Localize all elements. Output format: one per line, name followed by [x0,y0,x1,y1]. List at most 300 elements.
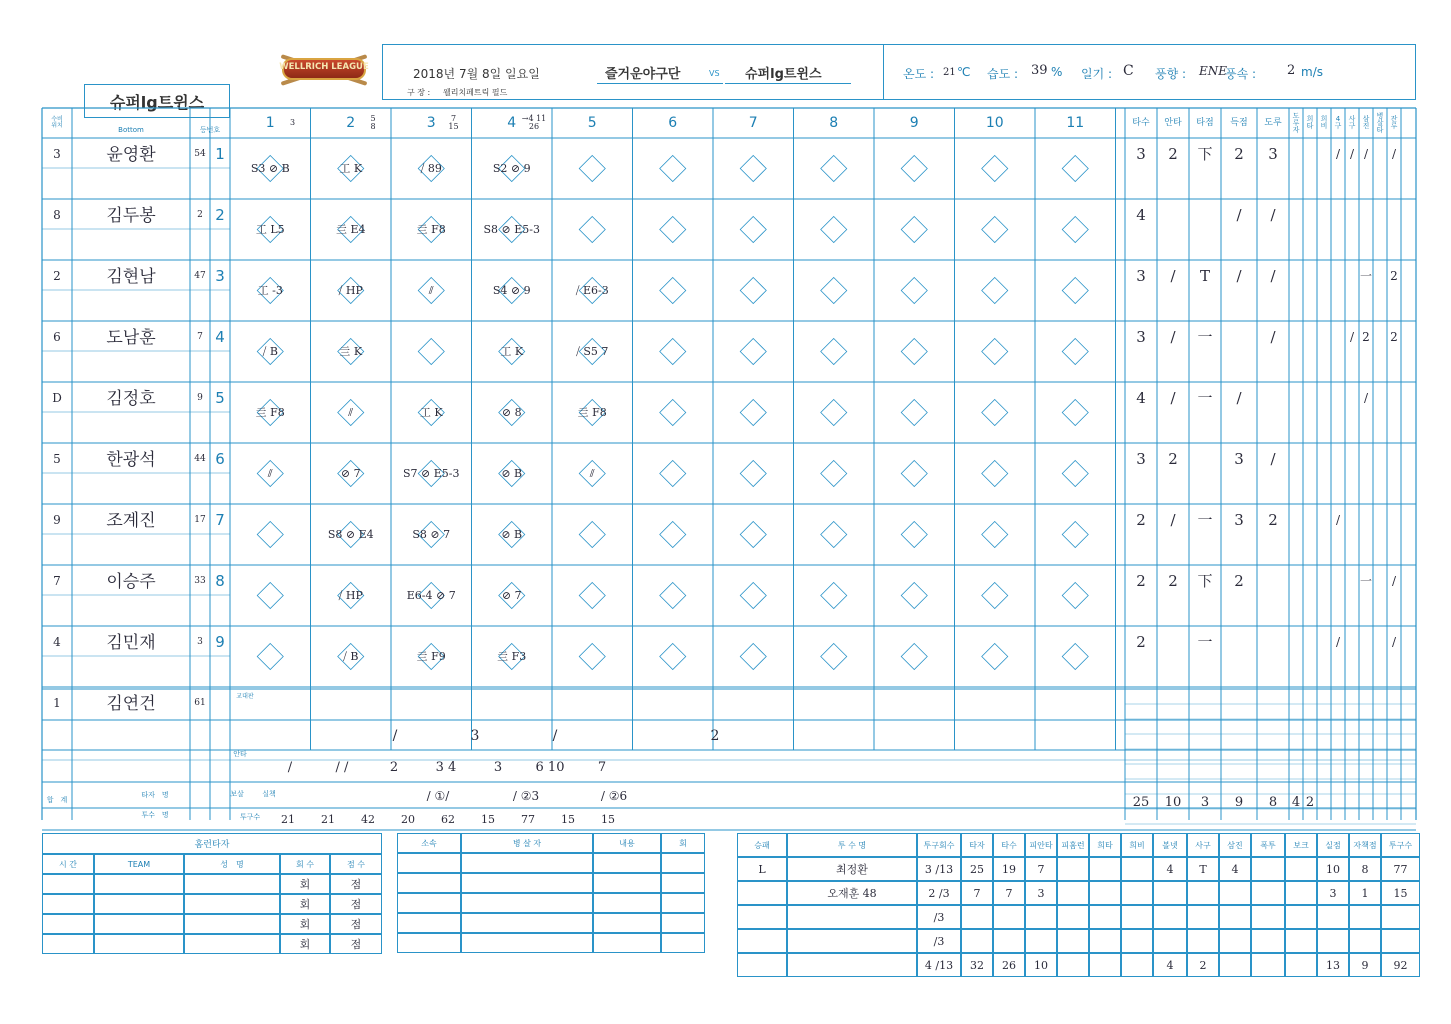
pitcher_box-cell: 8 [1349,857,1381,881]
pitcher_box-cell [1121,953,1153,977]
injury_box-cell [661,913,705,933]
injury_box-cell [593,933,661,953]
base-diamond [257,644,283,670]
stat-header-2: 타점 [1196,117,1214,128]
base-diamond [579,583,605,609]
hits-label: 안타 [233,749,247,758]
base-diamond [821,156,847,182]
base-diamond [660,583,686,609]
player-stat: 3 [1234,510,1244,529]
pitcher_box-cell: 92 [1381,953,1420,977]
player-name: 도남훈 [106,327,156,348]
player-pos: 5 [53,452,61,466]
home-team: 슈퍼lg트윈스 [745,67,822,82]
pitcher_box-cell [1153,929,1187,953]
injury_box-header-cell: 내용 [593,833,661,853]
player-number: 7 [197,331,203,342]
player-pos: 8 [53,208,61,222]
at-bat-mark: ⧸ S5 7 [576,345,609,358]
pitcher_box-cell [1381,905,1420,929]
weather-value: C [1123,63,1134,79]
pitcher_box-cell [1219,953,1251,977]
player-stat: 一 [1359,269,1372,283]
stat-header-3: 득점 [1230,117,1248,128]
at-bat-mark: S4 ⊘ 9 [492,284,531,297]
pitch-count-value: 15 [561,812,575,826]
pitcher_box-cell [1187,929,1219,953]
player-number: 61 [194,697,206,708]
home_run_box-cell [42,894,94,914]
base-diamond [982,522,1008,548]
humidity-label: 습도 : [987,67,1019,81]
pitcher_box-cell [1219,881,1251,905]
batting-order: 5 [215,388,225,407]
at-bat-mark: S8 ⊘ 7 [412,528,451,541]
pitcher_box-cell [1121,905,1153,929]
stat-header-4: 도루 [1264,117,1282,128]
inning-header-3: 3 [426,115,436,131]
pitcher_box-cell [1187,881,1219,905]
pitcher-box [737,833,1418,977]
inning-header-10: 10 [985,115,1004,131]
at-bat-mark: S8 ⊘ E4 [327,528,374,541]
base-diamond [901,583,927,609]
injury_box-header-cell: 소속 [397,833,461,853]
pitcher_box-cell: 2 /3 [917,881,961,905]
at-bat-mark: ⫽ [348,406,354,419]
pitcher_box-cell [1285,857,1317,881]
base-diamond [740,339,766,365]
bottom-header: Bottom [118,125,144,134]
player-name: 윤영환 [106,144,156,165]
base-diamond [901,156,927,182]
base-diamond [982,156,1008,182]
player-stat: 3 [1234,449,1244,468]
base-diamond [821,644,847,670]
home_run_box-cell [184,934,280,954]
pitcher_box-cell: 25 [961,857,993,881]
pitcher_box-cell: 2 [1187,953,1219,977]
base-diamond [901,339,927,365]
at-bat-mark: ⫽ [428,284,434,297]
pitcher_box-header-cell: 볼넷 [1153,833,1187,857]
pitcher_box-cell: 3 [1025,881,1057,905]
stat-header-1: 안타 [1164,117,1182,128]
at-bat-mark: 亖 F3 [497,650,527,663]
at-bat-mark: ⫽ [267,467,273,480]
pitcher_box-cell: 26 [993,953,1025,977]
venue-label: 구 장 : [407,88,431,97]
home_run_box-cell: 회 [280,874,330,894]
wind-speed-unit: m/s [1301,65,1323,79]
at-bat-mark: S3 ⊘ B [250,162,290,175]
player-stat: 一 [1197,388,1213,407]
inning-run: 2 [710,728,720,744]
inning-header-11: 11 [1066,115,1085,131]
pitch-count-value: 21 [321,812,335,826]
home-run-title: 홈런타자 [42,833,382,854]
inning-mark: →4 11 26 [521,114,547,131]
pitcher_box-header-cell: 삼진 [1219,833,1251,857]
home_run_box-cell [184,874,280,894]
inning-mark: 7 15 [448,114,459,131]
pitcher_box-header-cell: 자책점 [1349,833,1381,857]
at-bat-mark: ⊘ 7 [501,589,522,602]
player-stat: 一 [1197,632,1213,651]
pitcher_box-cell [993,905,1025,929]
inning-mark: 5 8 [370,114,376,131]
home_run_box-cell [42,934,94,954]
pitcher_box-cell [1381,929,1420,953]
base-diamond [579,522,605,548]
base-diamond [579,644,605,670]
temp-value: 21 [943,67,956,78]
pitcher_box-header-cell: 희비 [1121,833,1153,857]
pitcher_box-cell [1251,953,1285,977]
base-diamond [740,156,766,182]
wind-dir-label: 풍향 : [1155,67,1187,81]
pitcher_box-cell [1285,953,1317,977]
stat-header-0: 타수 [1132,117,1150,128]
player-stat: 2 [1168,571,1178,590]
stat-header-9: 사 구 [1348,115,1356,130]
at-bat-mark: ⊘ 7 [340,467,361,480]
player-stat: 3 [1268,144,1278,163]
home_run_box-cell [184,914,280,934]
injury_box-cell [593,873,661,893]
total-bb: 4 [1291,794,1301,810]
pitcher_box-cell [1349,929,1381,953]
at-bat-mark: ⧸ B [262,345,278,358]
player-stat: 下 [1197,571,1213,590]
total-sb: 8 [1268,794,1278,810]
base-diamond [901,217,927,243]
total-rbi: 3 [1200,794,1210,810]
home_run_box-cell: 점 [330,914,382,934]
pitcher_box-cell: 10 [1025,953,1057,977]
base-diamond [982,644,1008,670]
hits-value: 7 [597,759,607,775]
inning-header-4: 4 [507,115,517,131]
inning-header-8: 8 [829,115,839,131]
pitcher_box-header-cell: 투구수 [1381,833,1420,857]
player-stat: / [1170,327,1176,346]
home-run-box [42,833,382,957]
pitcher_box-cell [961,929,993,953]
pitcher_box-cell [1121,881,1153,905]
inning-header-1: 1 [265,115,275,131]
walk-err-value: / ②3 [512,789,540,803]
pitcher_box-cell [993,929,1025,953]
home_run_box-cell [94,894,184,914]
base-diamond [740,644,766,670]
pitcher_box-cell [1219,929,1251,953]
pitcher_box-cell [787,929,917,953]
temp-unit: ℃ [957,65,971,79]
player-stat: 3 [1136,266,1146,285]
weather-label: 일기 : [1081,67,1113,81]
pitcher_box-cell: 4 [1219,857,1251,881]
injury_box-cell [593,893,661,913]
pitcher_box-cell: 13 [1317,953,1349,977]
total-h: 10 [1164,794,1182,810]
at-bat-mark: 亖 K [339,345,363,358]
player-stat: 一 [1197,510,1213,529]
pitcher_box-cell [1285,881,1317,905]
base-diamond [901,461,927,487]
player-stat: / [1236,205,1242,224]
base-diamond [982,217,1008,243]
at-bat-mark: ⧸ HP [338,284,363,297]
player-name: 김민재 [106,632,156,653]
player-stat: T [1199,266,1210,285]
at-bat-mark: ⊘ B [501,528,523,541]
home_run_box-cell: 회 [280,914,330,934]
base-diamond [821,583,847,609]
player-stat: 2 [1168,449,1178,468]
injury_box-cell [661,893,705,913]
at-bat-mark: ⧸ HP [338,589,363,602]
base-diamond [660,644,686,670]
player-stat: 3 [1136,144,1146,163]
batting-order: 8 [215,571,225,590]
pitcher_box-cell: 7 [961,881,993,905]
pitcher_box-cell [1057,905,1089,929]
player-pos: 9 [53,513,61,527]
injury_box-cell [397,853,461,873]
stat-header-5: 도 루 자 [1292,111,1300,134]
base-diamond [1062,644,1088,670]
pitcher_box-header-cell: 투구회수 [917,833,961,857]
pitcher_box-cell [961,905,993,929]
pitcher_box-cell: 3 [1317,881,1349,905]
pitcher_box-cell: /3 [917,905,961,929]
pitcher_box-header-cell: 폭투 [1251,833,1285,857]
hits-value: 6 10 [535,759,565,775]
injury_box-cell [661,873,705,893]
player-name: 김연건 [106,693,156,714]
injury_box-cell [461,933,593,953]
hits-value: 2 [389,759,399,775]
pitcher_box-cell: 4 /13 [917,953,961,977]
home_run_box-header-cell: 회 수 [280,854,330,874]
injury_box-cell [397,893,461,913]
total-so: 2 [1305,794,1315,810]
player-stat: / [1236,266,1242,285]
stat-header-8: 4 구 [1334,115,1342,130]
base-diamond [821,522,847,548]
player-stat: 2 [1268,510,1278,529]
at-bat-mark: 工 L5 [255,223,285,236]
home_run_box-header-cell: 시 간 [42,854,94,874]
pitcher_box-cell: 7 [1025,857,1057,881]
player-name: 김현남 [106,266,156,287]
pitcher_box-cell: 4 [1153,953,1187,977]
temp-label: 온도 : [903,67,935,81]
pitcher_box-cell [1089,905,1121,929]
injury_box-cell [593,913,661,933]
stat-header-12: 잔 루 [1390,115,1398,130]
total-r: 9 [1234,794,1244,810]
pitcher_box-cell: /3 [917,929,961,953]
home_run_box-header-cell: 성 명 [184,854,280,874]
pitcher_box-header-cell: 피안타 [1025,833,1057,857]
player-stat: 一 [1359,574,1372,588]
home_run_box-cell: 회 [280,894,330,914]
home_run_box-cell: 회 [280,934,330,954]
player-stat: / [1335,635,1341,649]
pitcher_box-cell: 1 [1349,881,1381,905]
base-diamond [660,400,686,426]
hits-value: / / [335,759,349,775]
home_run_box-header-cell: TEAM [94,854,184,874]
player-name: 조계진 [106,510,156,531]
base-diamond [579,156,605,182]
batting-order: 6 [215,449,225,468]
player-number: 54 [194,148,206,159]
hits-value: / [287,759,293,775]
injury_box-cell [461,853,593,873]
pitcher_box-cell: 77 [1381,857,1420,881]
base-diamond [1062,217,1088,243]
pitch-count-label: 투구수 [239,812,261,821]
player-stat: 2 [1136,510,1146,529]
player-stat: 4 [1136,388,1146,407]
pitch-count-value: 20 [401,812,415,826]
pitch-count-value: 42 [361,812,375,826]
player-stat: 2 [1234,144,1244,163]
pitcher_box-cell [737,881,787,905]
at-bat-mark: 工 K [500,345,524,358]
pitcher_box-cell [1121,857,1153,881]
pitch-count-value: 62 [441,812,455,826]
inning-header-9: 9 [909,115,919,131]
player-stat: / [1270,205,1276,224]
injury_box-cell [397,933,461,953]
player-pos: 1 [53,696,61,710]
batting-order: 4 [215,327,225,346]
batting-order: 7 [215,510,225,529]
pitcher_box-cell [1089,881,1121,905]
player-stat: / [1391,147,1397,161]
hits-value: 3 [493,759,503,775]
pitcher_box-cell [1089,953,1121,977]
pitcher_box-cell [1057,929,1089,953]
pitcher_box-cell [1317,929,1349,953]
pitch-count-value: 15 [601,812,615,826]
base-diamond [1062,156,1088,182]
batting-order: 3 [215,266,225,285]
team-name: 슈퍼lg트윈스 [109,92,205,112]
pitcher_box-cell [1187,905,1219,929]
pitcher_box-cell [1057,881,1089,905]
injury_box-cell [593,853,661,873]
pitcher_box-cell: 최정환 [787,857,917,881]
home_run_box-cell [184,894,280,914]
player-stat: 2 [1390,330,1398,344]
batter-name-label: 타자 명 [141,790,169,799]
player-stat: / [1391,635,1397,649]
player-stat: / [1363,391,1369,405]
substitute-label: 교대판 [236,693,254,700]
pitcher_box-cell [737,929,787,953]
injury_box-header-cell: 회 [661,833,705,853]
pitcher_box-cell [1057,857,1089,881]
base-diamond [821,461,847,487]
player-pos: 7 [53,574,61,588]
base-diamond [1062,278,1088,304]
at-bat-mark: ⊘ B [501,467,523,480]
player-number: 47 [194,270,206,281]
player-name: 김정호 [106,388,156,409]
pitcher_box-header-cell: 희타 [1089,833,1121,857]
pitcher_box-cell [737,953,787,977]
injury_box-cell [397,873,461,893]
at-bat-mark: 亖 F9 [416,650,446,663]
pitcher_box-cell [1025,905,1057,929]
pitcher_box-cell [1251,857,1285,881]
player-stat: 2 [1390,269,1398,283]
player-stat: / [1236,388,1242,407]
pitcher_box-cell [1285,905,1317,929]
player-pos: 2 [53,269,61,283]
total-label: 합 계 [46,795,68,804]
vs-label: VS [709,69,720,78]
pos-header: 수비 위치 [51,116,63,129]
player-pos: 4 [53,635,61,649]
injury_box-cell [461,893,593,913]
pitcher_box-cell [1121,929,1153,953]
pitcher_box-cell [787,953,917,977]
pitcher_box-cell [1153,905,1187,929]
player-stat: / [1170,388,1176,407]
player-stat: / [1170,510,1176,529]
player-stat: / [1270,327,1276,346]
at-bat-mark: 亖 F8 [255,406,285,419]
pitcher_box-cell [1089,929,1121,953]
wind-speed-value: 2 [1287,63,1296,78]
base-diamond [982,583,1008,609]
base-diamond [740,461,766,487]
home_run_box-cell [94,874,184,894]
injury_box-cell [461,913,593,933]
player-name: 김두봉 [106,205,156,226]
at-bat-mark: ⊘ 8 [501,406,522,419]
player-number: 44 [194,453,206,464]
player-stat: / [1349,330,1355,344]
player-pos: D [52,391,62,405]
pitch-count-value: 21 [281,812,295,826]
pitcher_box-cell [1025,929,1057,953]
player-stat: 2 [1136,632,1146,651]
injury_box-cell [661,933,705,953]
player-stat: 2 [1168,144,1178,163]
batting-order: 2 [215,205,225,224]
player-name: 한광석 [106,449,156,470]
base-diamond [1062,583,1088,609]
pitcher_box-cell [1251,929,1285,953]
player-stat: / [1349,147,1355,161]
inning-header-2: 2 [346,115,356,131]
injury_box-cell [661,853,705,873]
base-diamond [1062,522,1088,548]
home_run_box-header-cell: 점 수 [330,854,382,874]
at-bat-mark: 亖 F8 [577,406,607,419]
base-diamond [982,461,1008,487]
home_run_box-cell: 점 [330,934,382,954]
league-logo-text: WELLRICH LEAGUE [279,62,369,72]
player-stat: 2 [1136,571,1146,590]
